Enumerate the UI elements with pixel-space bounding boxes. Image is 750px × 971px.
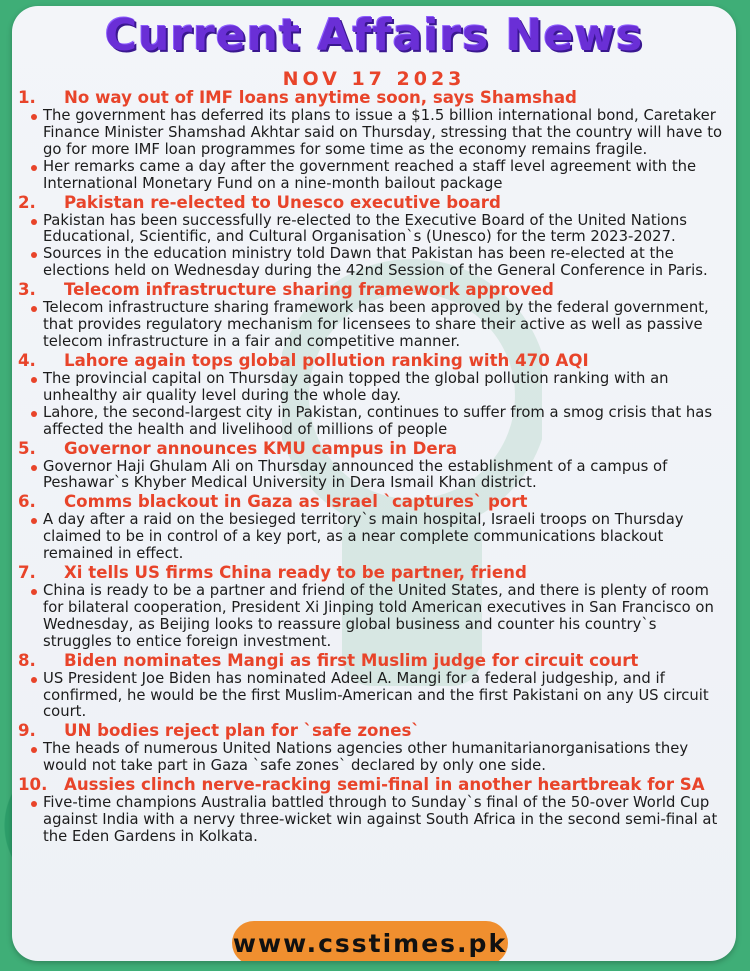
news-bullet: Her remarks came a day after the government reached a staff level agreement with the International Monetary Fund on a nine-month bailout package	[12, 159, 736, 193]
news-bullet: The government has deferred its plans to issue a $1.5 billion international bond, Caretaker Finance Minister Shamshad Akhtar said on Thursday, stressing that the country will have to go for more IMF loan programmes for some time as the economy remains fragile.	[12, 108, 736, 159]
news-item-6	[12, 492, 736, 563]
news-card	[12, 6, 736, 961]
news-bullet: Telecom infrastructure sharing framework has been approved by the federal government, that provides regulatory mechanism for licensees to share their active as well as passive telecom infrastructure in a fair and competitive manner.	[12, 300, 736, 351]
news-bullets	[12, 371, 736, 439]
news-item-9	[12, 721, 736, 775]
news-bullet: US President Joe Biden has nominated Adeel A. Mangi for a federal judgeship, and if confirmed, he would be the first Muslim-American and the first Pakistani on any US circuit court.	[12, 671, 736, 722]
news-headline	[12, 280, 736, 300]
news-bullets	[12, 583, 736, 651]
news-number: 2.	[18, 192, 36, 212]
news-headline	[12, 563, 736, 583]
news-bullets	[12, 671, 736, 722]
news-number: 9.	[18, 721, 36, 741]
news-headline	[12, 721, 736, 741]
news-bullets	[12, 108, 736, 193]
news-bullets	[12, 213, 736, 281]
news-list	[12, 88, 736, 846]
news-item-10	[12, 775, 736, 846]
news-headline-text: Lahore again tops global pollution ranking with 470 AQI	[64, 350, 589, 370]
news-bullet: Five-time champions Australia battled through to Sunday`s final of the 50-over World Cup against India with a nervy three-wicket win against South Africa in the second semi-final at the Eden Gardens in Kolkata.	[12, 795, 736, 846]
news-number: 3.	[18, 280, 36, 300]
news-bullets	[12, 459, 736, 493]
news-headline	[12, 775, 736, 795]
news-bullets	[12, 512, 736, 563]
news-item-1	[12, 88, 736, 193]
news-number: 4.	[18, 350, 36, 370]
news-headline-text: Comms blackout in Gaza as Israel `captures` port	[64, 492, 528, 512]
news-bullets	[12, 741, 736, 775]
news-bullet: Lahore, the second-largest city in Pakistan, continues to suffer from a smog crisis that has affected the health and livelihood of millions of people	[12, 405, 736, 439]
news-headline-text: Aussies clinch nerve-racking semi-final in another heartbreak for SA	[64, 775, 705, 795]
news-headline	[12, 351, 736, 371]
news-bullet: China is ready to be a partner and friend of the United States, and there is plenty of room for bilateral cooperation, President Xi Jinping told American executives in San Francisco on Wednesday, as Beijing looks to reassure global business and counter his country`s struggles to entice foreign investment.	[12, 583, 736, 651]
news-bullets	[12, 300, 736, 351]
news-item-3	[12, 280, 736, 351]
news-headline	[12, 492, 736, 512]
news-headline-text: Governor announces KMU campus in Dera	[64, 438, 458, 458]
news-bullet: The provincial capital on Thursday again topped the global pollution ranking with an unhealthy air quality level during the whole day.	[12, 371, 736, 405]
news-headline-text: Biden nominates Mangi as first Muslim judge for circuit court	[64, 650, 639, 670]
news-item-7	[12, 563, 736, 651]
news-headline	[12, 193, 736, 213]
news-bullet: A day after a raid on the besieged territory`s main hospital, Israeli troops on Thursday claimed to be in control of a key port, as a near complete communications blackout remained in effect.	[12, 512, 736, 563]
news-bullet: Pakistan has been successfully re-elected to the Executive Board of the United Nations Educational, Scientific, and Cultural Organisation`s (Unesco) for the term 2023-2027.	[12, 213, 736, 247]
news-item-5	[12, 439, 736, 493]
news-item-2	[12, 193, 736, 281]
news-headline-text: Telecom infrastructure sharing framework approved	[64, 280, 554, 300]
news-headline-text: UN bodies reject plan for `safe zones`	[64, 721, 420, 741]
page-title: Current Affairs News	[104, 10, 644, 61]
news-item-4	[12, 351, 736, 439]
news-number: 10.	[18, 775, 48, 795]
news-bullet: Sources in the education ministry told Dawn that Pakistan has been re-elected at the elections held on Wednesday during the 42nd Session of the General Conference in Paris.	[12, 246, 736, 280]
news-number: 5.	[18, 438, 36, 458]
news-headline-text: Xi tells US firms China ready to be partner, friend	[64, 563, 527, 583]
website-link[interactable]: www.csstimes.pk	[232, 921, 508, 961]
news-item-8	[12, 651, 736, 722]
page-date: NOV 17 2023	[282, 68, 466, 90]
news-number: 6.	[18, 492, 36, 512]
news-headline	[12, 88, 736, 108]
news-number: 1.	[18, 88, 36, 107]
news-bullet: Governor Haji Ghulam Ali on Thursday announced the establishment of a campus of Peshawar`s Khyber Medical University in Dera Ismail Khan district.	[12, 459, 736, 493]
news-headline	[12, 651, 736, 671]
news-number: 8.	[18, 650, 36, 670]
news-bullets	[12, 795, 736, 846]
news-headline-text: Pakistan re-elected to Unesco executive board	[64, 192, 501, 212]
news-headline	[12, 439, 736, 459]
news-number: 7.	[18, 563, 36, 583]
news-headline-text: No way out of IMF loans anytime soon, says Shamshad	[64, 88, 577, 107]
news-bullet: The heads of numerous United Nations agencies other humanitarianorganisations they would not take part in Gaza `safe zones` declared by only one side.	[12, 741, 736, 775]
